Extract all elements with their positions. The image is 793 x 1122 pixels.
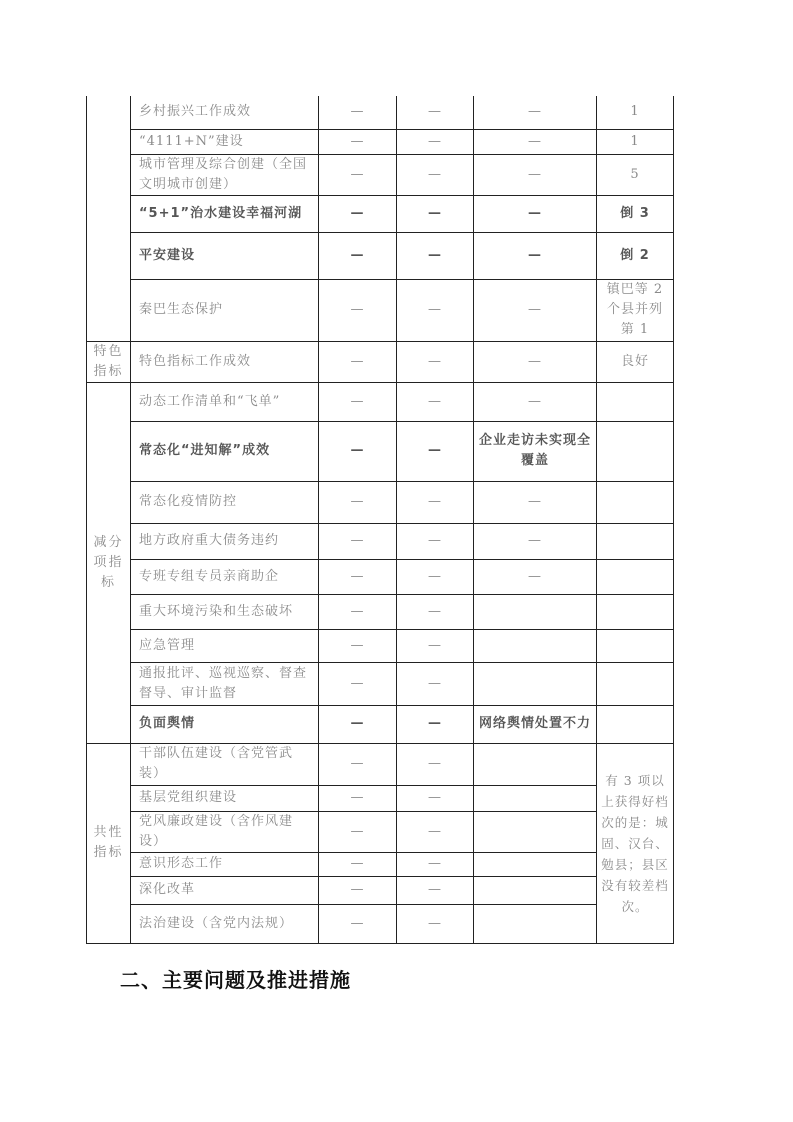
value-col-1: — xyxy=(319,195,397,232)
table-row xyxy=(87,785,674,811)
value-col-3: — xyxy=(474,382,597,421)
value-col-3 xyxy=(474,594,597,629)
indicator-name: “4111+N”建设 xyxy=(131,129,319,154)
value-col-2: — xyxy=(397,421,474,481)
result-cell: 镇巴等 2 个县并列第 1 xyxy=(597,279,674,341)
value-col-3: — xyxy=(474,341,597,382)
value-col-2: — xyxy=(397,129,474,154)
table-row xyxy=(87,904,674,943)
value-col-1: — xyxy=(319,279,397,341)
value-col-2: — xyxy=(397,852,474,876)
result-cell xyxy=(597,705,674,743)
value-col-1: — xyxy=(319,129,397,154)
result-cell: 倒 2 xyxy=(597,232,674,279)
value-col-1: — xyxy=(319,785,397,811)
value-col-3: — xyxy=(474,481,597,523)
value-col-1: — xyxy=(319,96,397,129)
result-cell xyxy=(597,662,674,705)
result-cell xyxy=(597,594,674,629)
value-col-3 xyxy=(474,629,597,662)
indicator-name: 城市管理及综合创建（全国文明城市创建） xyxy=(131,154,319,195)
value-col-1: — xyxy=(319,523,397,559)
value-col-2: — xyxy=(397,785,474,811)
value-col-2: — xyxy=(397,523,474,559)
indicator-name: 常态化“进知解”成效 xyxy=(131,421,319,481)
value-col-3: — xyxy=(474,279,597,341)
value-col-1: — xyxy=(319,481,397,523)
table-row xyxy=(87,154,674,195)
value-col-3: — xyxy=(474,154,597,195)
value-col-3 xyxy=(474,662,597,705)
table-row xyxy=(87,341,674,382)
value-col-3 xyxy=(474,904,597,943)
value-col-2: — xyxy=(397,876,474,904)
indicator-name: 应急管理 xyxy=(131,629,319,662)
indicator-name: 党风廉政建设（含作风建设） xyxy=(131,811,319,852)
value-col-1: — xyxy=(319,559,397,594)
value-col-1: — xyxy=(319,852,397,876)
result-cell: 良好 xyxy=(597,341,674,382)
table-row xyxy=(87,96,674,129)
indicator-table xyxy=(86,96,674,944)
value-col-3: — xyxy=(474,232,597,279)
result-cell xyxy=(597,629,674,662)
value-col-3: 企业走访未实现全覆盖 xyxy=(474,421,597,481)
indicator-name: 常态化疫情防控 xyxy=(131,481,319,523)
value-col-3: — xyxy=(474,96,597,129)
result-cell xyxy=(597,559,674,594)
value-col-2: — xyxy=(397,195,474,232)
table-row xyxy=(87,852,674,876)
value-col-1: — xyxy=(319,629,397,662)
common-note: 有 3 项以上获得好档次的是：城固、汉台、勉县；县区没有较差档次。 xyxy=(597,743,674,943)
indicator-name: 重大环境污染和生态破坏 xyxy=(131,594,319,629)
result-cell xyxy=(597,523,674,559)
result-cell: 1 xyxy=(597,96,674,129)
result-cell xyxy=(597,421,674,481)
value-col-3: — xyxy=(474,523,597,559)
table-row xyxy=(87,811,674,852)
value-col-2: — xyxy=(397,705,474,743)
value-col-2: — xyxy=(397,743,474,785)
value-col-3 xyxy=(474,876,597,904)
indicator-name: 意识形态工作 xyxy=(131,852,319,876)
value-col-3: — xyxy=(474,559,597,594)
value-col-3 xyxy=(474,852,597,876)
value-col-2: — xyxy=(397,382,474,421)
value-col-2: — xyxy=(397,481,474,523)
indicator-name: 平安建设 xyxy=(131,232,319,279)
indicator-name: 通报批评、巡视巡察、督查督导、审计监督 xyxy=(131,662,319,705)
category-cell-blank xyxy=(87,96,131,341)
value-col-1: — xyxy=(319,904,397,943)
value-col-3: 网络舆情处置不力 xyxy=(474,705,597,743)
value-col-1: — xyxy=(319,662,397,705)
table-row xyxy=(87,559,674,594)
value-col-1: — xyxy=(319,876,397,904)
result-cell xyxy=(597,382,674,421)
value-col-3: — xyxy=(474,129,597,154)
table-row xyxy=(87,876,674,904)
value-col-2: — xyxy=(397,904,474,943)
value-col-3 xyxy=(474,743,597,785)
value-col-2: — xyxy=(397,232,474,279)
value-col-1: — xyxy=(319,382,397,421)
value-col-2: — xyxy=(397,279,474,341)
table-row xyxy=(87,743,674,785)
table-row xyxy=(87,232,674,279)
value-col-1: — xyxy=(319,811,397,852)
table-row xyxy=(87,279,674,341)
category-feature: 特色指标 xyxy=(87,341,131,382)
table-row xyxy=(87,705,674,743)
result-cell: 1 xyxy=(597,129,674,154)
indicator-name: 秦巴生态保护 xyxy=(131,279,319,341)
value-col-2: — xyxy=(397,154,474,195)
result-cell xyxy=(597,481,674,523)
value-col-1: — xyxy=(319,154,397,195)
table-row xyxy=(87,594,674,629)
indicator-name: 法治建设（含党内法规） xyxy=(131,904,319,943)
table-row xyxy=(87,629,674,662)
table-row xyxy=(87,523,674,559)
table-row xyxy=(87,421,674,481)
value-col-2: — xyxy=(397,629,474,662)
value-col-3 xyxy=(474,785,597,811)
indicator-name: “5+1”治水建设幸福河湖 xyxy=(131,195,319,232)
value-col-1: — xyxy=(319,594,397,629)
result-cell: 5 xyxy=(597,154,674,195)
result-cell: 倒 3 xyxy=(597,195,674,232)
value-col-2: — xyxy=(397,594,474,629)
table-row xyxy=(87,382,674,421)
indicator-name: 负面舆情 xyxy=(131,705,319,743)
section-heading: 二、主要问题及推进措施 xyxy=(120,968,351,992)
table-row xyxy=(87,481,674,523)
indicator-name: 特色指标工作成效 xyxy=(131,341,319,382)
value-col-2: — xyxy=(397,559,474,594)
value-col-2: — xyxy=(397,341,474,382)
value-col-1: — xyxy=(319,421,397,481)
indicator-name: 干部队伍建设（含党管武装） xyxy=(131,743,319,785)
value-col-1: — xyxy=(319,743,397,785)
indicator-name: 地方政府重大债务违约 xyxy=(131,523,319,559)
indicator-name: 乡村振兴工作成效 xyxy=(131,96,319,129)
table-row xyxy=(87,662,674,705)
table-row xyxy=(87,195,674,232)
indicator-name: 基层党组织建设 xyxy=(131,785,319,811)
value-col-1: — xyxy=(319,341,397,382)
value-col-3: — xyxy=(474,195,597,232)
value-col-1: — xyxy=(319,705,397,743)
indicator-name: 深化改革 xyxy=(131,876,319,904)
category-deduct: 减分项指标 xyxy=(87,382,131,743)
value-col-2: — xyxy=(397,662,474,705)
value-col-2: — xyxy=(397,811,474,852)
table-row xyxy=(87,129,674,154)
value-col-1: — xyxy=(319,232,397,279)
category-common: 共性指标 xyxy=(87,743,131,943)
indicator-name: 动态工作清单和“飞单” xyxy=(131,382,319,421)
value-col-3 xyxy=(474,811,597,852)
indicator-name: 专班专组专员亲商助企 xyxy=(131,559,319,594)
value-col-2: — xyxy=(397,96,474,129)
